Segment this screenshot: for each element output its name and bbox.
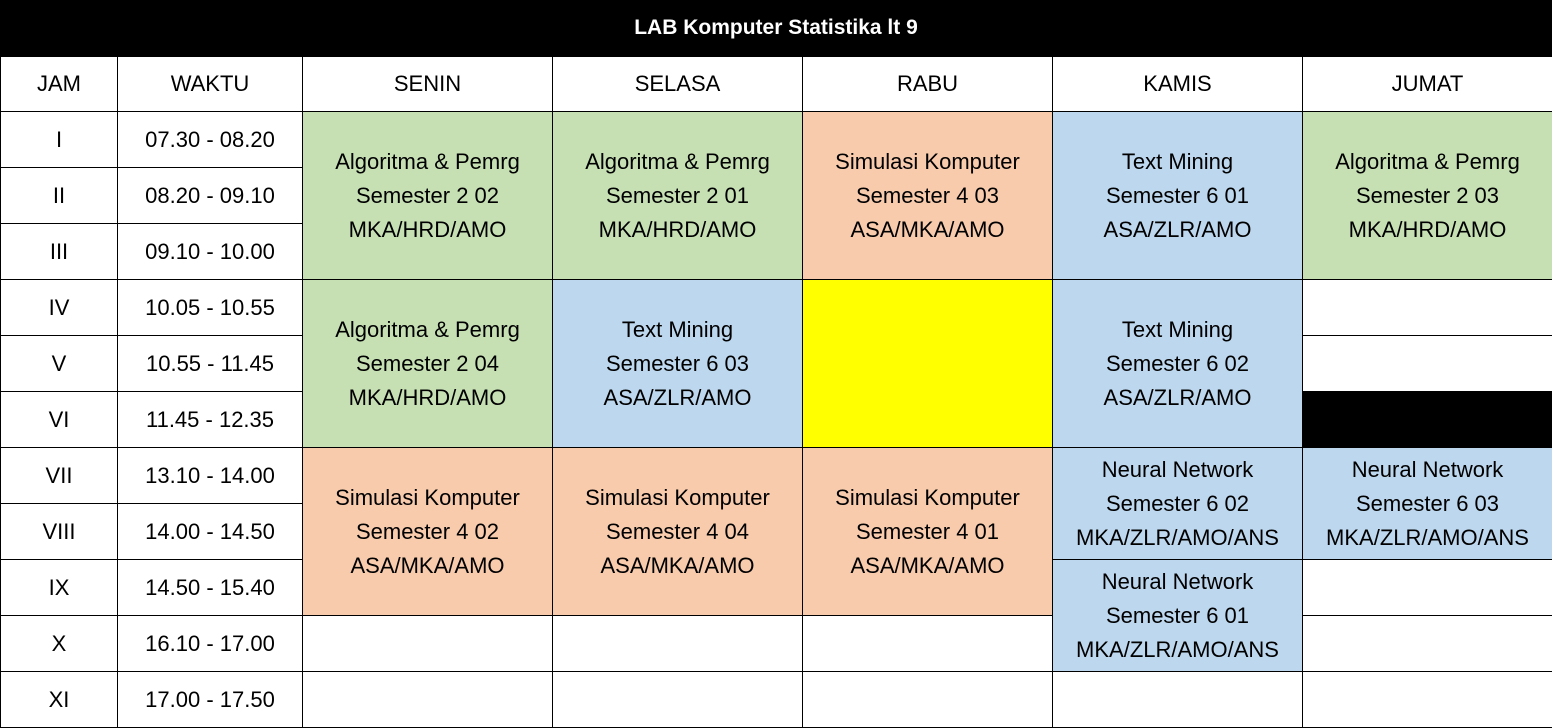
course-semester: Semester 6 02 <box>1053 487 1302 521</box>
course-semester: Semester 4 01 <box>803 515 1052 549</box>
class-cell-kamis-1[interactable] <box>1053 112 1303 280</box>
jam-cell: VIII <box>1 504 118 560</box>
course-name: Text Mining <box>553 313 802 347</box>
course-semester: Semester 2 04 <box>303 347 552 381</box>
class-cell-rabu-1[interactable] <box>803 112 1053 280</box>
jam-cell: V <box>1 336 118 392</box>
waktu-cell: 10.55 - 11.45 <box>118 336 303 392</box>
jam-cell: I <box>1 112 118 168</box>
table-row <box>1 616 1552 672</box>
course-name: Algoritma & Pemrg <box>303 313 552 347</box>
table-row <box>1 280 1552 336</box>
class-cell-senin-2[interactable] <box>303 280 553 448</box>
course-lecturers: MKA/ZLR/AMO/ANS <box>1303 521 1552 555</box>
empty-slot-rabu[interactable] <box>803 616 1053 672</box>
course-semester: Semester 4 04 <box>553 515 802 549</box>
course-lecturers: ASA/MKA/AMO <box>303 549 552 583</box>
course-name: Simulasi Komputer <box>553 481 802 515</box>
course-lecturers: ASA/ZLR/AMO <box>1053 213 1302 247</box>
empty-slot-jumat[interactable] <box>1303 672 1552 728</box>
header-selasa: SELASA <box>553 57 803 112</box>
class-cell-senin-1[interactable] <box>303 112 553 280</box>
empty-slot-jumat[interactable] <box>1303 560 1552 616</box>
empty-slot-jumat[interactable] <box>1303 336 1552 392</box>
empty-slot-rabu[interactable] <box>803 672 1053 728</box>
course-semester: Semester 2 03 <box>1303 179 1552 213</box>
waktu-cell: 14.00 - 14.50 <box>118 504 303 560</box>
jam-cell: VII <box>1 448 118 504</box>
header-senin: SENIN <box>303 57 553 112</box>
course-lecturers: MKA/HRD/AMO <box>303 381 552 415</box>
highlighted-empty-slot-rabu[interactable] <box>803 280 1053 448</box>
waktu-cell: 13.10 - 14.00 <box>118 448 303 504</box>
jam-cell: IV <box>1 280 118 336</box>
jam-cell: III <box>1 224 118 280</box>
course-name: Algoritma & Pemrg <box>1303 145 1552 179</box>
course-semester: Semester 2 02 <box>303 179 552 213</box>
header-waktu: WAKTU <box>118 57 303 112</box>
empty-slot-senin[interactable] <box>303 616 553 672</box>
waktu-cell: 09.10 - 10.00 <box>118 224 303 280</box>
table-row <box>1 448 1552 504</box>
waktu-cell: 11.45 - 12.35 <box>118 392 303 448</box>
empty-slot-senin[interactable] <box>303 672 553 728</box>
class-cell-selasa-3[interactable] <box>553 448 803 616</box>
course-lecturers: MKA/HRD/AMO <box>1303 213 1552 247</box>
course-name: Simulasi Komputer <box>803 145 1052 179</box>
header-row <box>1 57 1552 112</box>
waktu-cell: 14.50 - 15.40 <box>118 560 303 616</box>
class-cell-rabu-3[interactable] <box>803 448 1053 616</box>
course-lecturers: MKA/ZLR/AMO/ANS <box>1053 521 1302 555</box>
course-semester: Semester 6 03 <box>553 347 802 381</box>
waktu-cell: 10.05 - 10.55 <box>118 280 303 336</box>
course-lecturers: ASA/MKA/AMO <box>803 213 1052 247</box>
course-semester: Semester 2 01 <box>553 179 802 213</box>
waktu-cell: 16.10 - 17.00 <box>118 616 303 672</box>
course-semester: Semester 6 03 <box>1303 487 1552 521</box>
jam-cell: II <box>1 168 118 224</box>
class-cell-selasa-2[interactable] <box>553 280 803 448</box>
course-name: Text Mining <box>1053 313 1302 347</box>
header-jumat: JUMAT <box>1303 57 1552 112</box>
course-name: Algoritma & Pemrg <box>303 145 552 179</box>
course-semester: Semester 4 03 <box>803 179 1052 213</box>
empty-slot-jumat[interactable] <box>1303 616 1552 672</box>
course-name: Neural Network <box>1053 565 1302 599</box>
course-lecturers: ASA/ZLR/AMO <box>553 381 802 415</box>
jam-cell: IX <box>1 560 118 616</box>
course-name: Simulasi Komputer <box>803 481 1052 515</box>
schedule-title: LAB Komputer Statistika lt 9 <box>0 0 1552 56</box>
course-lecturers: ASA/MKA/AMO <box>553 549 802 583</box>
course-semester: Semester 6 02 <box>1053 347 1302 381</box>
empty-slot-selasa[interactable] <box>553 616 803 672</box>
class-cell-kamis-3[interactable] <box>1053 448 1303 560</box>
jam-cell: XI <box>1 672 118 728</box>
class-cell-kamis-4[interactable] <box>1053 560 1303 672</box>
course-lecturers: ASA/ZLR/AMO <box>1053 381 1302 415</box>
waktu-cell: 07.30 - 08.20 <box>118 112 303 168</box>
table-row <box>1 112 1552 168</box>
schedule-table <box>0 56 1552 728</box>
course-lecturers: MKA/ZLR/AMO/ANS <box>1053 633 1302 667</box>
header-kamis: KAMIS <box>1053 57 1303 112</box>
course-name: Algoritma & Pemrg <box>553 145 802 179</box>
empty-slot-selasa[interactable] <box>553 672 803 728</box>
course-semester: Semester 6 01 <box>1053 599 1302 633</box>
course-semester: Semester 4 02 <box>303 515 552 549</box>
header-rabu: RABU <box>803 57 1053 112</box>
course-name: Neural Network <box>1053 453 1302 487</box>
course-name: Text Mining <box>1053 145 1302 179</box>
course-name: Simulasi Komputer <box>303 481 552 515</box>
jam-cell: X <box>1 616 118 672</box>
course-name: Neural Network <box>1303 453 1552 487</box>
waktu-cell: 17.00 - 17.50 <box>118 672 303 728</box>
course-semester: Semester 6 01 <box>1053 179 1302 213</box>
blocked-slot-jumat <box>1303 392 1552 448</box>
class-cell-jumat-3[interactable] <box>1303 448 1552 560</box>
empty-slot-jumat[interactable] <box>1303 280 1552 336</box>
class-cell-kamis-2[interactable] <box>1053 280 1303 448</box>
jam-cell: VI <box>1 392 118 448</box>
course-lecturers: MKA/HRD/AMO <box>553 213 802 247</box>
class-cell-jumat-1[interactable] <box>1303 112 1552 280</box>
course-lecturers: ASA/MKA/AMO <box>803 549 1052 583</box>
class-cell-selasa-1[interactable] <box>553 112 803 280</box>
course-lecturers: MKA/HRD/AMO <box>303 213 552 247</box>
table-row <box>1 672 1552 728</box>
empty-slot-kamis[interactable] <box>1053 672 1303 728</box>
header-jam: JAM <box>1 57 118 112</box>
class-cell-senin-3[interactable] <box>303 448 553 616</box>
waktu-cell: 08.20 - 09.10 <box>118 168 303 224</box>
